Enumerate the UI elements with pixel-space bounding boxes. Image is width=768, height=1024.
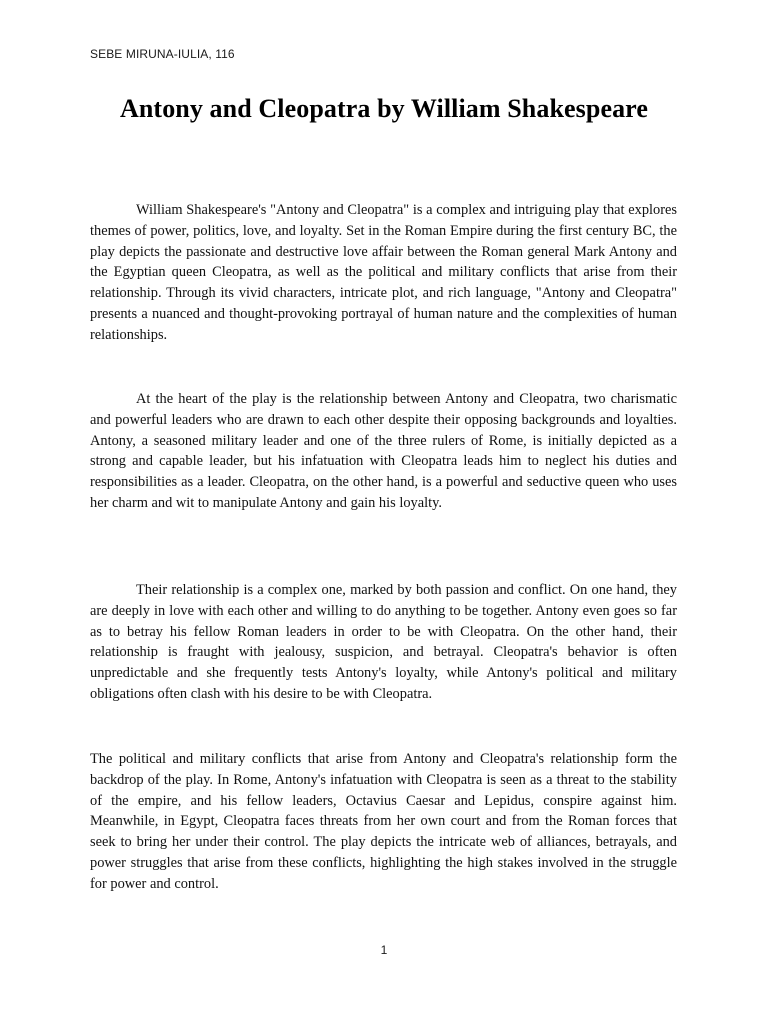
paragraph-4: The political and military conflicts that arise from Antony and Cleopatra's relationship form the backdrop of the play. In Rome, Antony's infatuation with Cleopatra is seen as a threat to the stability of the empire, and his fellow leaders, Octavius Caesar and Lepidus, conspire against him. Meanwhile, in Egypt, Cleopatra faces threats from her own court and from the Roman forces that seek to bring her under their control. The play depicts the intricate web of alliances, betrayals, and power struggles that arise from these conflicts, highlighting the high stakes involved in the struggle for power and control. (90, 751, 677, 892)
paragraph-2: At the heart of the play is the relationship between Antony and Cleopatra, two charismatic and powerful leaders who are drawn to each other despite their opposing backgrounds and loyalties. Antony, a seasoned military leader and one of the three rulers of Rome, is initially depicted as a strong and capable leader, but his infatuation with Cleopatra leads him to neglect his duties and responsibilities as a leader. Cleopatra, on the other hand, is a powerful and seductive queen who uses her charm and wit to manipulate Antony and gain his loyalty. (90, 391, 677, 511)
document-title: Antony and Cleopatra by William Shakespeare (120, 94, 648, 123)
page-number: 1 (380, 943, 388, 957)
paragraph-1: William Shakespeare's "Antony and Cleopatra" is a complex and intriguing play that explores themes of power, politics, love, and loyalty. Set in the Roman Empire during the first century BC, the play depicts the passionate and destructive love affair between the Roman general Mark Antony and the Egyptian queen Cleopatra, as well as the political and military conflicts that arise from their relationship. Through its vivid characters, intricate plot, and rich language, "Antony and Cleopatra" presents a nuanced and thought-provoking portrayal of human nature and the complexities of human relationships. (90, 202, 677, 343)
paragraph-3: Their relationship is a complex one, marked by both passion and conflict. On one hand, they are deeply in love with each other and willing to do anything to be together. Antony even goes so far as to betray his fellow Roman leaders in order to be with Cleopatra. On the other hand, their relationship is fraught with jealousy, suspicion, and betrayal. Cleopatra's behavior is often unpredictable and she frequently tests Antony's loyalty, while Antony's political and military obligations often clash with his desire to be with Cleopatra. (90, 582, 677, 702)
author-header: SEBE MIRUNA-IULIA, 116 (90, 47, 235, 61)
